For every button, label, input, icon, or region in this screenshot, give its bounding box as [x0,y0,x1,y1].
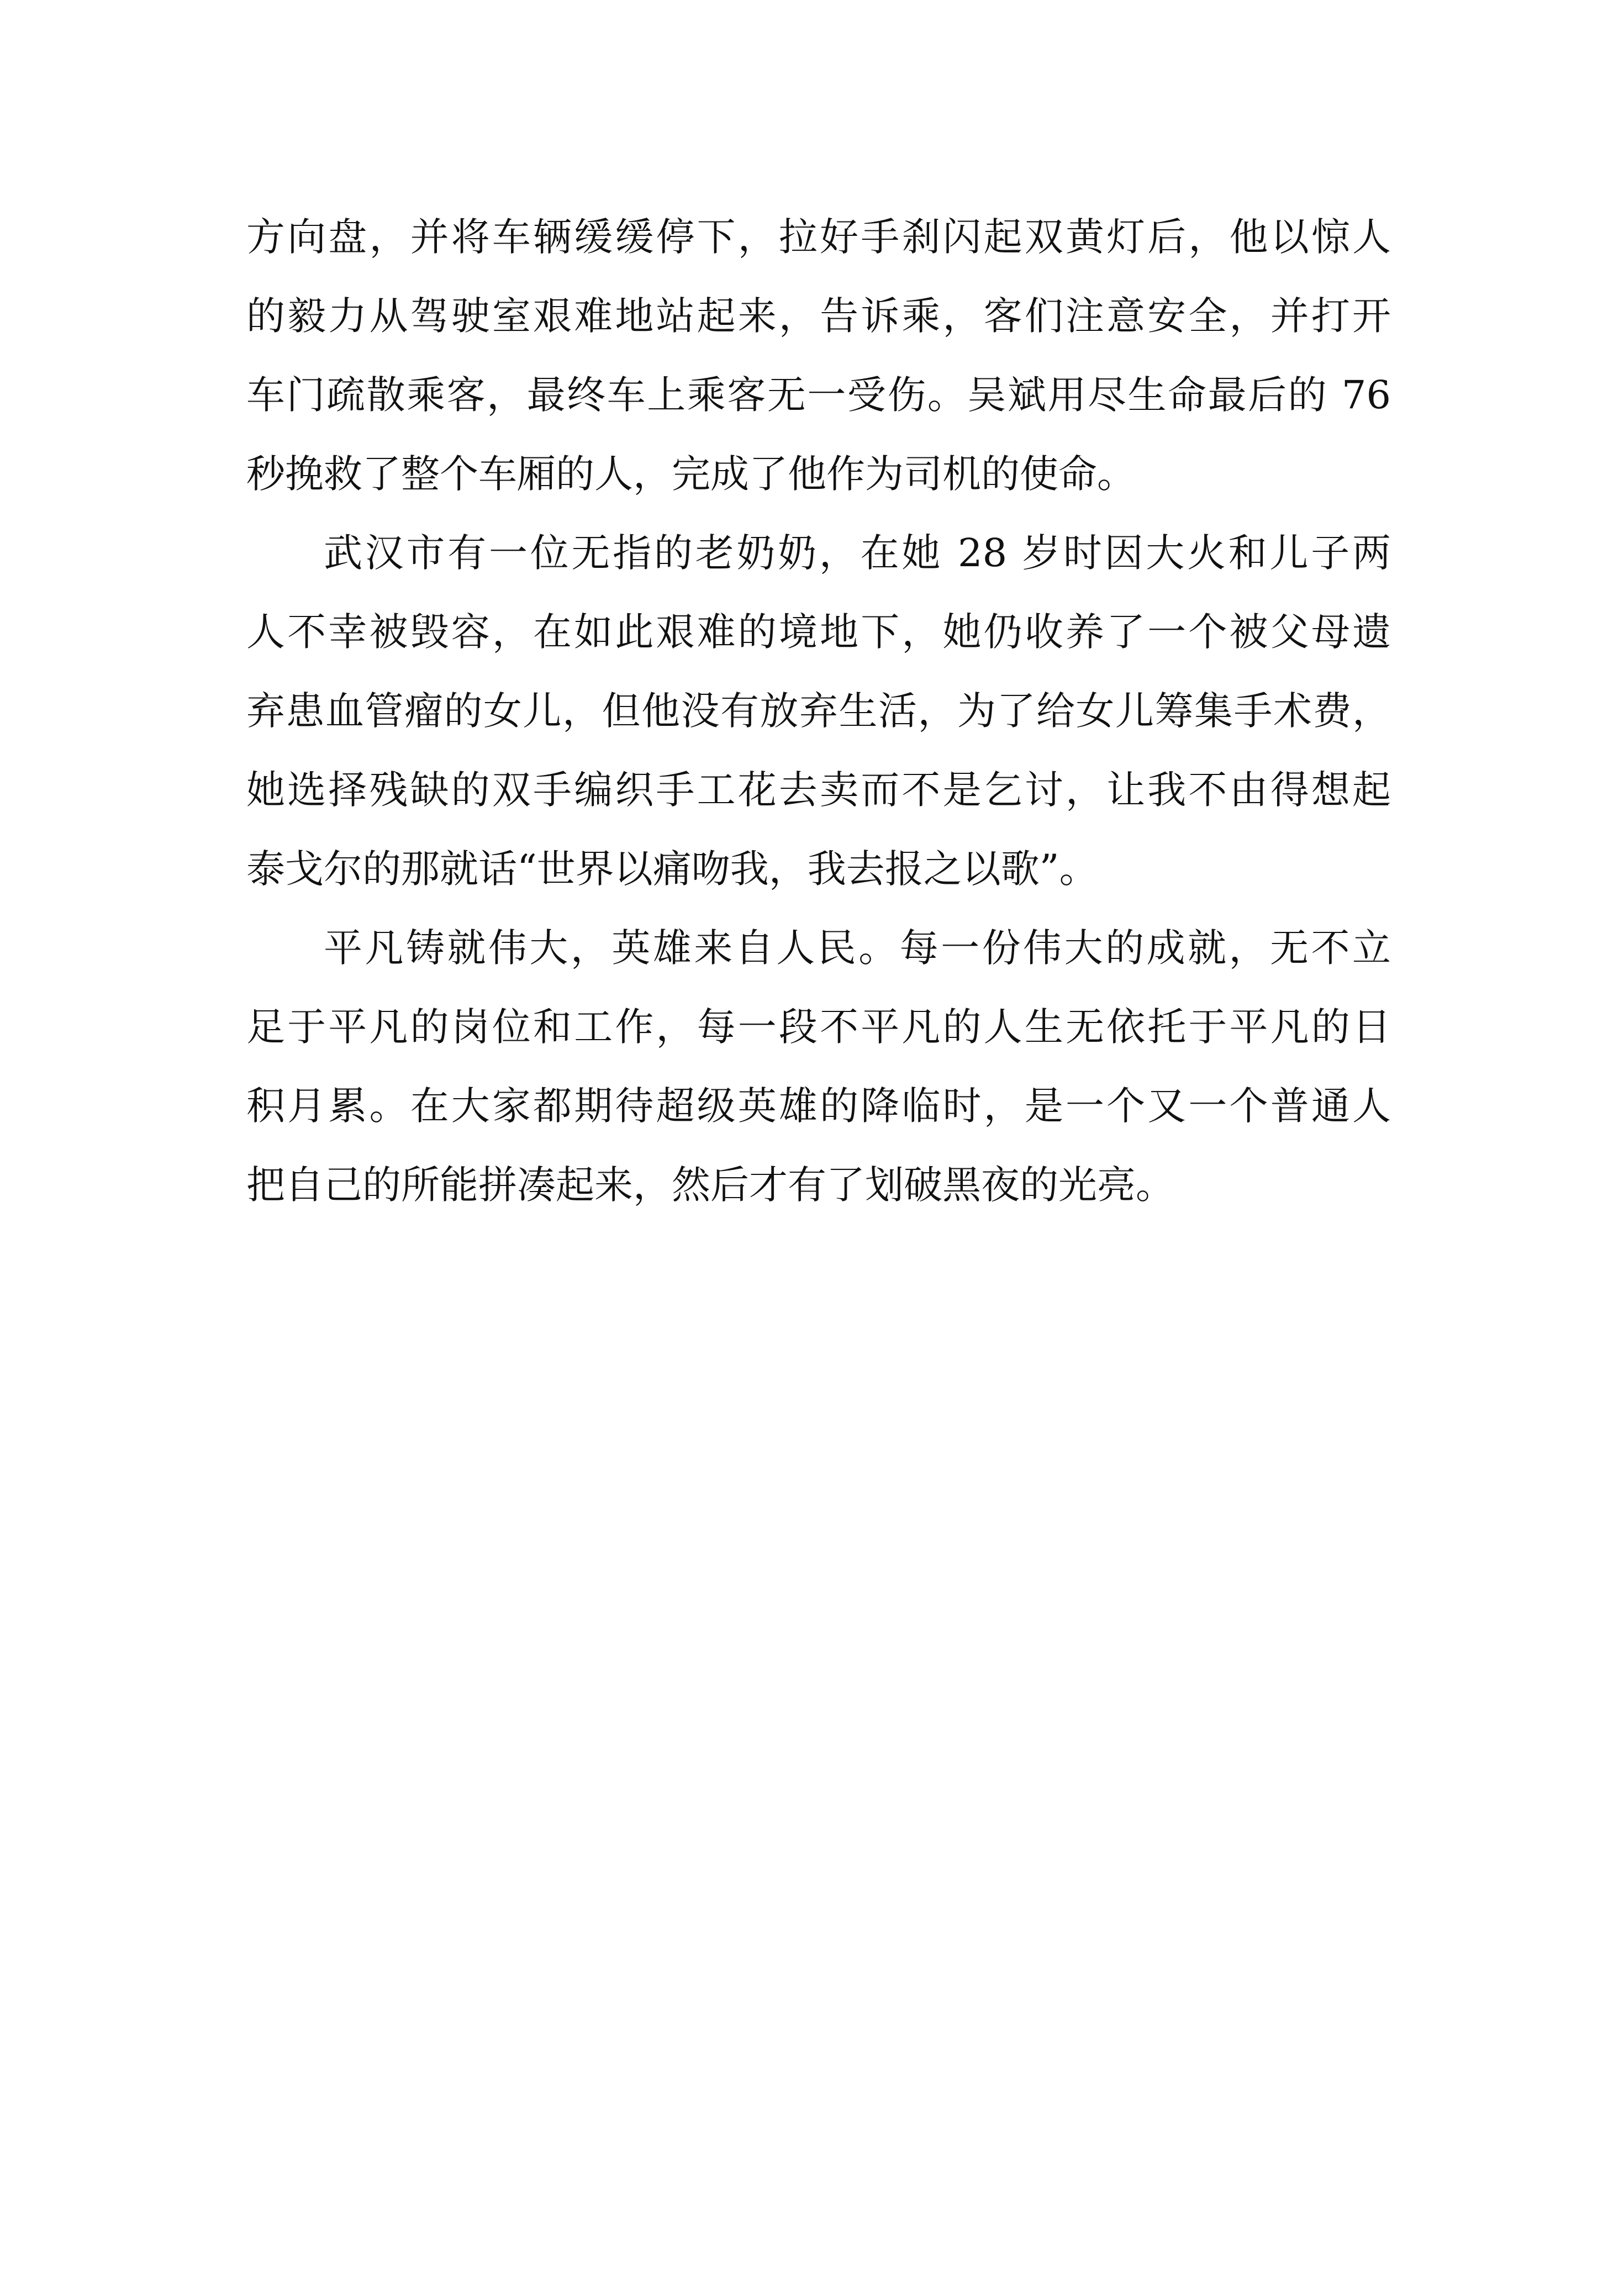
paragraph-2 [246,514,1391,909]
text-line: 足于平凡的岗位和工作，每一段不平凡的人生无依托于平凡的日 [246,1004,1391,1050]
text-line: 秒挽救了整个车厢的人，完成了他作为司机的使命。 [246,451,1136,497]
text-line: 方向盘，并将车辆缓缓停下，拉好手刹闪起双黄灯后，他以惊人 [246,214,1391,260]
text-line: 武汉市有一位无指的老奶奶，在她 28 岁时因大火和儿子两 [324,530,1391,576]
document-body [246,198,1391,1225]
text-line: 她选择残缺的双手编织手工花去卖而不是乞讨，让我不由得想起 [246,767,1391,813]
text-line: 车门疏散乘客，最终车上乘客无一受伤。吴斌用尽生命最后的 76 [246,372,1391,418]
paragraph-3 [246,909,1391,1225]
text-line: 泰戈尔的那就话“世界以痛吻我，我去报之以歌”。 [246,846,1098,892]
paragraph-1 [246,198,1391,514]
text-line: 人不幸被毁容，在如此艰难的境地下，她仍收养了一个被父母遗 [246,609,1391,655]
text-line: 平凡铸就伟大，英雄来自人民。每一份伟大的成就，无不立 [324,925,1391,971]
text-line: 积月累。在大家都期待超级英雄的降临时，是一个又一个普通人 [246,1083,1391,1129]
text-line: 的毅力从驾驶室艰难地站起来，告诉乘，客们注意安全，并打开 [246,293,1391,339]
text-line: 把自己的所能拼凑起来，然后才有了划破黑夜的光亮。 [246,1162,1174,1208]
text-line: 弃患血管瘤的女儿，但他没有放弃生活，为了给女儿筹集手术费， [246,688,1391,734]
